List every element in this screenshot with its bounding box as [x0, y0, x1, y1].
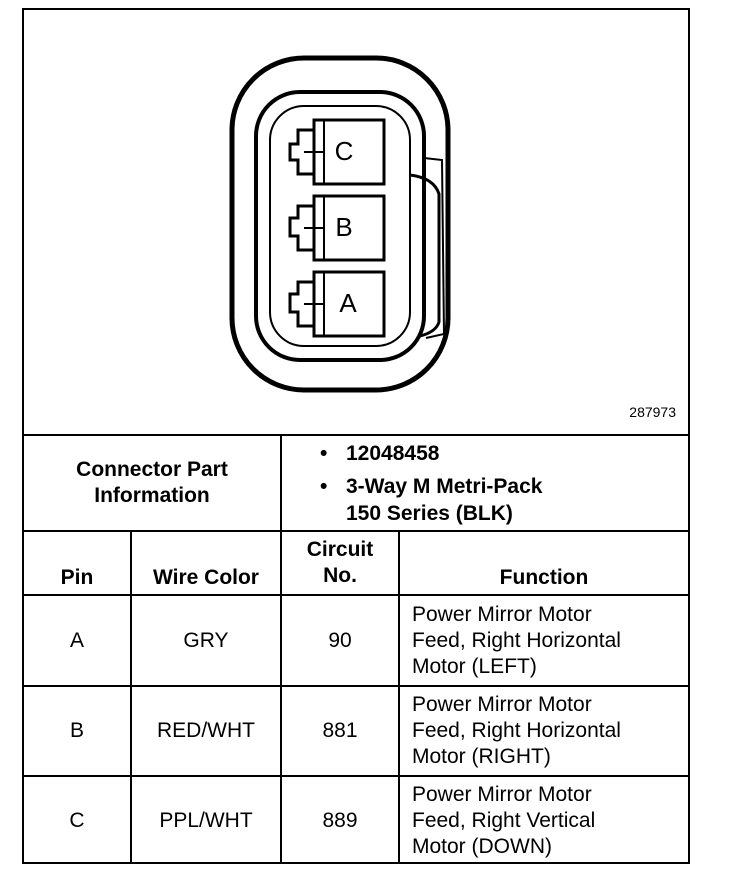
function-line: Motor (LEFT): [412, 654, 537, 678]
pin-cell: A: [69, 628, 84, 652]
function-line: Motor (RIGHT): [412, 745, 551, 768]
header-pin: Pin: [60, 566, 94, 589]
circuit-cell: 90: [328, 628, 352, 652]
header-function: Function: [499, 566, 589, 589]
function-line: Power Mirror Motor: [412, 693, 592, 716]
wire-color-cell: PPL/WHT: [159, 808, 253, 832]
connector-info-label-line2: Information: [94, 484, 210, 507]
header-wire-color: Wire Color: [153, 566, 259, 589]
pin-label-c: C: [334, 136, 354, 166]
bullet-marker: •: [320, 442, 328, 465]
circuit-cell: 889: [322, 808, 358, 832]
function-cell: [400, 687, 688, 775]
pin-cell: C: [69, 808, 85, 832]
connector-face-drawing: [24, 10, 688, 434]
header-circuit-no: [282, 532, 398, 594]
pin-label-b: B: [335, 212, 353, 242]
connector-info-label: [24, 436, 280, 530]
function-line: Power Mirror Motor: [412, 602, 592, 626]
function-line: Feed, Right Vertical: [412, 808, 596, 832]
function-line: Feed, Right Horizontal: [412, 719, 621, 742]
bullet-marker: •: [320, 475, 328, 498]
function-line: Power Mirror Motor: [412, 782, 592, 806]
pin-label-a: A: [339, 288, 357, 318]
header-circuit-line1: Circuit: [306, 538, 374, 561]
function-cell: [400, 596, 688, 685]
figure-number: 287973: [629, 404, 676, 420]
connector-diagram: [24, 10, 688, 434]
pin-cavity-a: [290, 272, 384, 336]
wire-color-cell: RED/WHT: [157, 719, 255, 742]
function-line: Feed, Right Horizontal: [412, 628, 621, 652]
header-circuit-line2: No.: [323, 564, 357, 587]
part-number: 12048458: [346, 442, 440, 465]
function-line: Motor (DOWN): [412, 834, 552, 858]
connector-type-line1: 3-Way M Metri-Pack: [346, 475, 543, 498]
connector-info-label-line1: Connector Part: [76, 458, 228, 481]
connector-type-line2: 150 Series (BLK): [346, 502, 513, 525]
pin-cell: B: [69, 719, 84, 742]
connector-document: [22, 8, 690, 864]
function-cell: [400, 777, 688, 864]
wire-color-cell: GRY: [183, 628, 229, 652]
circuit-cell: 881: [322, 719, 358, 742]
